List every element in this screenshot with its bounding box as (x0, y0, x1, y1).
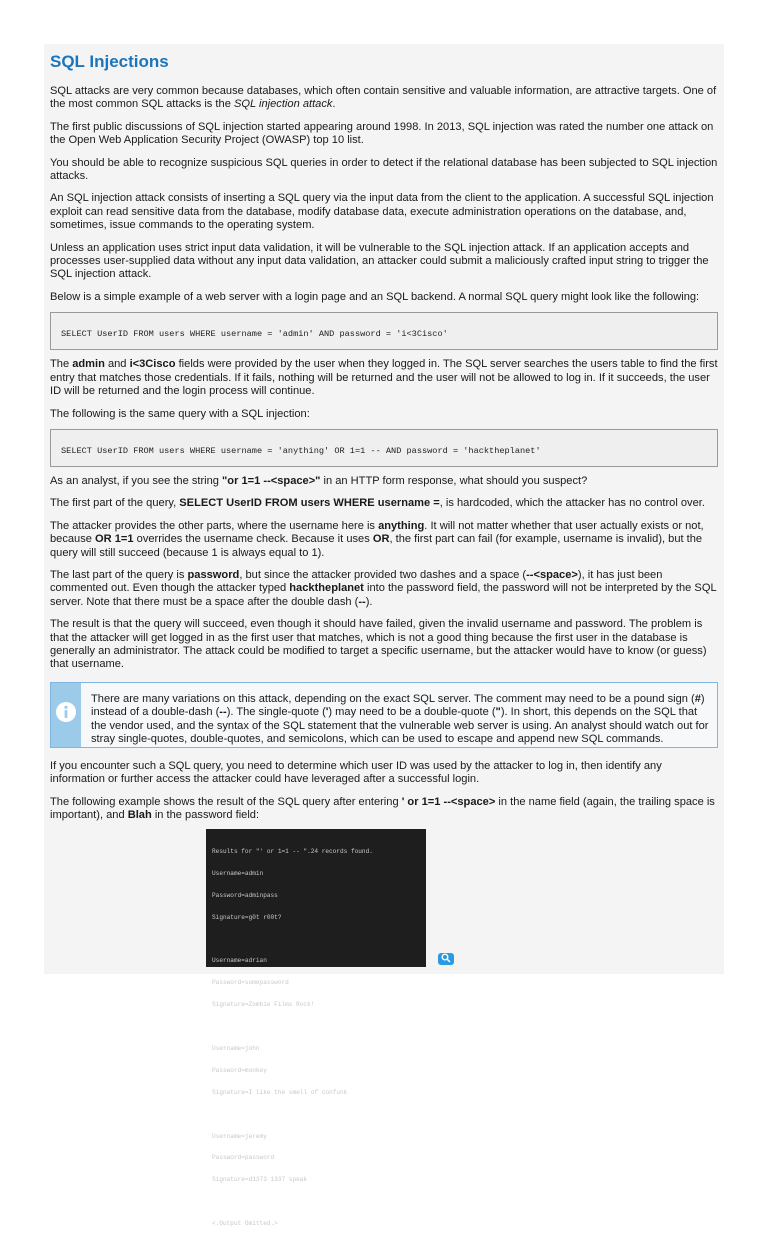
bold-text: anything (378, 519, 425, 532)
code-block-normal-query: SELECT UserID FROM users WHERE username = 'admin' AND password = 'i<3Cisco' (50, 312, 718, 350)
paragraph-result: The result is that the query will succeed, even though it should have failed, given the invalid username and password. The problem is that the attacker will get logged in as the first user that matches, which is not a good thing because the first user in the database is generally an administrator. The attack could be modified to target a specific username, but the attacker would have to know (or guess) that username. (50, 618, 707, 671)
bold-text: SELECT UserID FROM users WHERE username = (179, 497, 440, 510)
magnify-icon (441, 950, 451, 968)
paragraph-recognize: You should be able to recognize suspicious SQL queries in order to detect if the relational database has been subjected to SQL injection attacks. (50, 156, 718, 183)
text: fields were provided by the user when they logged in. The SQL server searches the users table to find the first entry that matches those credentials. If it fails, nothing will be returned and the user will not be allowed to log in. If it succeeds, the user ID will be returned and the login process will continue. (50, 358, 718, 398)
terminal-line: Password=adminpass (212, 891, 278, 899)
text: overrides the username check. Because it uses (133, 533, 373, 546)
code-block-injected-query: SELECT UserID FROM users WHERE username = 'anything' OR 1=1 -- AND password = 'hacktheplanet' (50, 429, 718, 467)
document-page (44, 44, 724, 1228)
paragraph-validation: Unless an application uses strict input data validation, it will be vulnerable to the SQL injection attack. If an application accepts and processes user-supplied data without any input data validation, an attacker could submit a maliciously crafted input string to trigger the SQL injection attack. (50, 241, 709, 281)
bold-text: i<3Cisco (129, 358, 176, 371)
bold-text: # (694, 692, 701, 705)
terminal-line: Username=adrian (212, 957, 267, 965)
bold-text: password (187, 568, 240, 581)
text: The last part of the query is (50, 568, 188, 581)
info-note-text (81, 683, 717, 747)
page-title: SQL Injections (50, 52, 169, 71)
text: and (104, 358, 130, 371)
text: ). (365, 595, 373, 608)
text: ). The single-quote ( (226, 706, 326, 719)
text: ). In short, this depends on the SQL that the vendor used, and the syntax of the SQL statement that the vulnerable web server is using. An analyst should watch out for stray single-quotes, double-quotes, and semicolons, which can be used to escape and append new SQL commands. (91, 706, 709, 745)
terminal-line: Signature=Zombie Films Rock! (212, 1001, 315, 1009)
terminal-output (206, 829, 426, 1228)
text: in an HTTP form response, what should you suspect? (320, 474, 588, 487)
text: into the password field, the password will not be interpreted by the SQL server. Note that there must be a space after the double dash ( (50, 582, 717, 608)
text: As an analyst, if you see the string (50, 474, 223, 487)
bold-text: OR 1=1 (95, 533, 134, 546)
terminal-footer: <.Output Omitted.> (212, 1220, 278, 1228)
terminal-line: Username=john (212, 1045, 260, 1053)
paragraph-hardcoded (50, 497, 718, 510)
terminal-header: Results for "' or 1=1 -- ".24 records found. (212, 848, 373, 855)
paragraph-fields (50, 358, 718, 398)
text: in the password field: (151, 809, 260, 821)
text: SQL attacks are very common because databases, which often contain sensitive and valuable information, are attractive targets. One of the most common SQL attacks is the (50, 85, 717, 111)
terminal-line: Signature=I like the smell of confunk (212, 1088, 348, 1096)
bold-text: -- (358, 595, 366, 608)
paragraph-attacker-parts (50, 520, 718, 560)
text: . It will not matter whether that user actually exists or not, because (50, 519, 704, 546)
terminal-figure (50, 829, 718, 1228)
bold-text: ' or 1=1 --<space> (401, 795, 496, 808)
paragraph-determine-user: If you encounter such a SQL query, you need to determine which user ID was used by the attacker to log in, then identify any information or further access the attacker could have leveraged after a successful login. (50, 759, 662, 786)
bold-text: -- (219, 706, 227, 719)
zoom-button[interactable] (438, 953, 454, 965)
terminal-line: Password=password (212, 1154, 275, 1162)
text: , the first part can fail (for example, username is invalid), but the query will still succeed (because 1 is always equal to 1). (50, 533, 703, 559)
paragraph-intro (50, 85, 718, 112)
text: ), it has just been commented out. Even though the attacker typed (50, 568, 663, 595)
text: in the name field (again, the trailing space is important), and (50, 795, 715, 821)
text: , but since the attacker provided two dashes and a space ( (239, 568, 527, 581)
text: The following example shows the result of the SQL query after entering (50, 795, 402, 808)
text: There are many variations on this attack, depending on the exact SQL server. The comment may need to be a pound sign ( (91, 692, 695, 705)
text: , is hardcoded, which the attacker has no control over. (439, 497, 705, 510)
text: The (50, 358, 73, 371)
bold-text: hacktheplanet (289, 582, 364, 595)
paragraph-example-intro: Below is a simple example of a web server with a login page and an SQL backend. A normal SQL query might look like the following: (50, 290, 700, 303)
paragraph-history: The first public discussions of SQL injection started appearing around 1998. In 2013, SQL injection was rated the number one attack on the Open Web Application Security Project (OWASP) top 10 list. (50, 120, 714, 147)
paragraph-example-result (50, 796, 718, 823)
bold-text: Blah (127, 809, 152, 821)
terminal-line: Signature=d1373 1337 speak (212, 1176, 308, 1184)
terminal-line: Password=monkey (212, 1066, 267, 1074)
document-content (50, 52, 718, 1228)
terminal-line: Password=somepassword (212, 979, 289, 987)
info-note (50, 682, 718, 748)
terminal-line: Username=admin (212, 869, 264, 877)
info-icon (55, 701, 77, 728)
bold-text: OR (372, 533, 390, 546)
bold-text: "or 1=1 --<space>" (222, 474, 321, 487)
paragraph-analyst-question (50, 475, 718, 488)
info-note-sidebar (51, 683, 81, 747)
text: The attacker provides the other parts, where the username here is (50, 519, 379, 532)
text: The first part of the query, (50, 497, 180, 510)
text: . (332, 98, 336, 111)
bold-text: " (495, 706, 501, 719)
bold-text: --<space> (526, 568, 578, 581)
paragraph-comment (50, 569, 718, 609)
paragraph-injection-intro: The following is the same query with a SQL injection: (50, 407, 310, 420)
bold-text: ' (325, 706, 329, 719)
terminal-line: Username=jeremy (212, 1132, 267, 1140)
paragraph-definition: An SQL injection attack consists of inserting a SQL query via the input data from the client to the application. A successful SQL injection exploit can read sensitive data from the database, modify database data, execute administration operations on the database, and, sometimes, issue commands to the operating system. (50, 192, 714, 232)
text: ) may need to be a double-quote ( (328, 706, 496, 719)
emphasis: SQL injection attack (233, 98, 333, 111)
terminal-line: Signature=g0t r00t? (212, 913, 282, 921)
bold-text: admin (72, 358, 105, 371)
text: ) instead of a double-dash ( (91, 692, 705, 719)
